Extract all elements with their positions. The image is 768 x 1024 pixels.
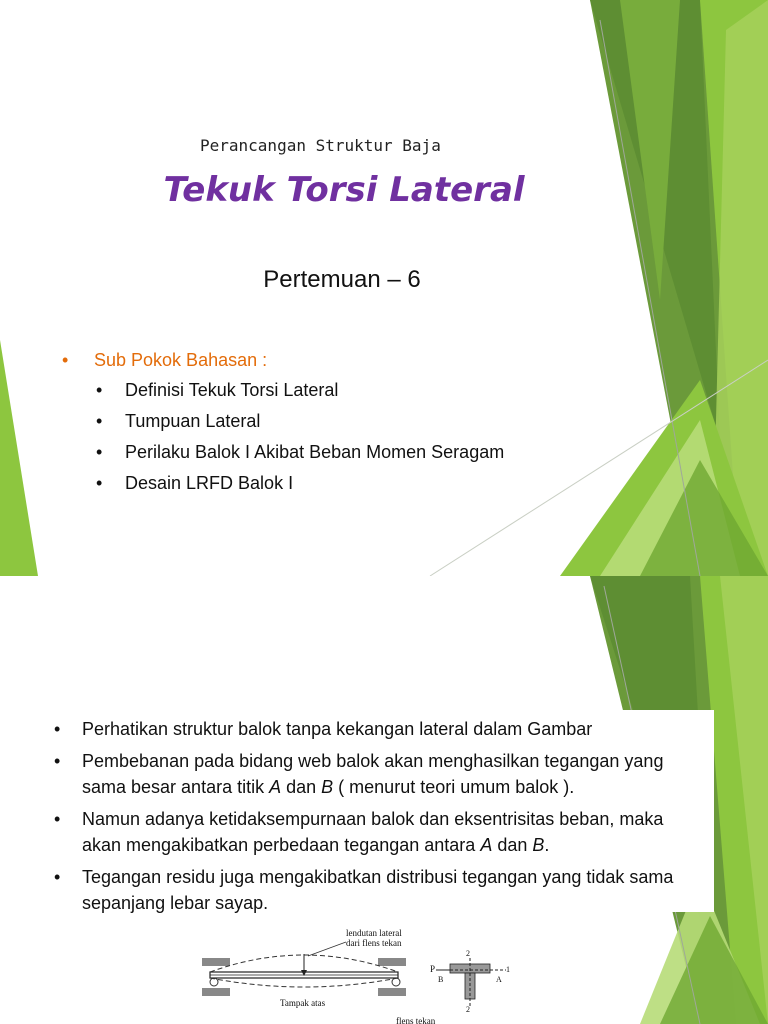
bullet-text: dan xyxy=(281,777,322,797)
topic-text: Tumpuan Lateral xyxy=(125,411,261,431)
label-a: A xyxy=(496,975,502,984)
bullet-dot: • xyxy=(62,350,69,370)
content-textbox xyxy=(40,710,714,912)
label-p: P xyxy=(430,964,436,974)
content-bullet: • Perhatikan struktur balok tanpa kekangan lateral dalam Gambar xyxy=(54,719,593,739)
label-b: B xyxy=(438,975,444,984)
label-deflection-2: dari flens tekan xyxy=(346,938,402,948)
label-axis-2-top: 2 xyxy=(466,949,470,958)
left-support xyxy=(202,958,230,996)
bullet-text: ( menurut teori umum balok ). xyxy=(333,777,575,797)
bullet-text: dan xyxy=(492,835,533,855)
content-bullet: • Pembebanan pada bidang web balok akan menghasilkan tegangan yang sama besar antara titik A dan B ( menurut teori umum balok ). xyxy=(54,751,664,797)
point-a: A xyxy=(480,835,493,855)
content-bullet: • Namun adanya ketidaksempurnaan balok dan eksentrisitas beban, maka akan mengakibatkan perbedaan tegangan antara A dan B. xyxy=(54,809,664,855)
bullet-text: akan mengakibatkan perbedaan tegangan antara xyxy=(82,835,481,855)
topic-text: Desain LRFD Balok I xyxy=(125,473,294,493)
topic-text: Perilaku Balok I Akibat Beban Momen Seragam xyxy=(125,442,505,462)
label-axis-1: 1 xyxy=(506,965,510,974)
label-axis-2-bottom: 2 xyxy=(466,1005,470,1014)
bullet-text: Namun adanya ketidaksempurnaan balok dan eksentrisitas beban, maka xyxy=(82,809,664,829)
slide-title-heading: Tekuk Torsi Lateral xyxy=(163,170,525,210)
topics-heading-text: Sub Pokok Bahasan : xyxy=(94,350,268,370)
point-b: B xyxy=(321,777,334,797)
topics-heading xyxy=(62,350,267,371)
label-compression-flange: flens tekan xyxy=(396,1016,436,1024)
point-b: B xyxy=(532,835,545,855)
bullet-text: . xyxy=(544,835,550,855)
topic-item: • Definisi Tekuk Torsi Lateral xyxy=(96,380,339,400)
bullet-text: Tegangan residu juga mengakibatkan distribusi tegangan yang tidak sama xyxy=(82,867,674,887)
course-title: Perancangan Struktur Baja xyxy=(200,136,441,155)
beam-top-view xyxy=(210,942,398,987)
meeting-number: Pertemuan – 6 xyxy=(263,266,421,293)
bullet-text: sepanjang lebar sayap. xyxy=(82,893,269,913)
slide-content xyxy=(0,576,768,1024)
beam-figure xyxy=(196,924,536,1024)
bullet-text: Pembebanan pada bidang web balok akan menghasilkan tegangan yang xyxy=(82,751,664,771)
topic-item: • Desain LRFD Balok I xyxy=(96,473,294,493)
point-a: A xyxy=(269,777,282,797)
label-deflection-1: lendutan lateral xyxy=(346,928,402,938)
bullet-text: sama besar antara titik xyxy=(82,777,270,797)
topic-item: • Tumpuan Lateral xyxy=(96,411,261,431)
topic-item: • Perilaku Balok I Akibat Beban Momen Seragam xyxy=(96,442,505,462)
right-support xyxy=(378,958,406,996)
content-bullets xyxy=(40,710,714,916)
content-bullet: • Tegangan residu juga mengakibatkan distribusi tegangan yang tidak sama sepanjang lebar sayap. xyxy=(54,867,674,913)
topics-list xyxy=(96,380,504,504)
topic-text: Definisi Tekuk Torsi Lateral xyxy=(125,380,339,400)
bullet-text: Perhatikan struktur balok tanpa kekangan lateral dalam Gambar xyxy=(82,719,593,739)
label-top-view: Tampak atas xyxy=(280,998,326,1008)
